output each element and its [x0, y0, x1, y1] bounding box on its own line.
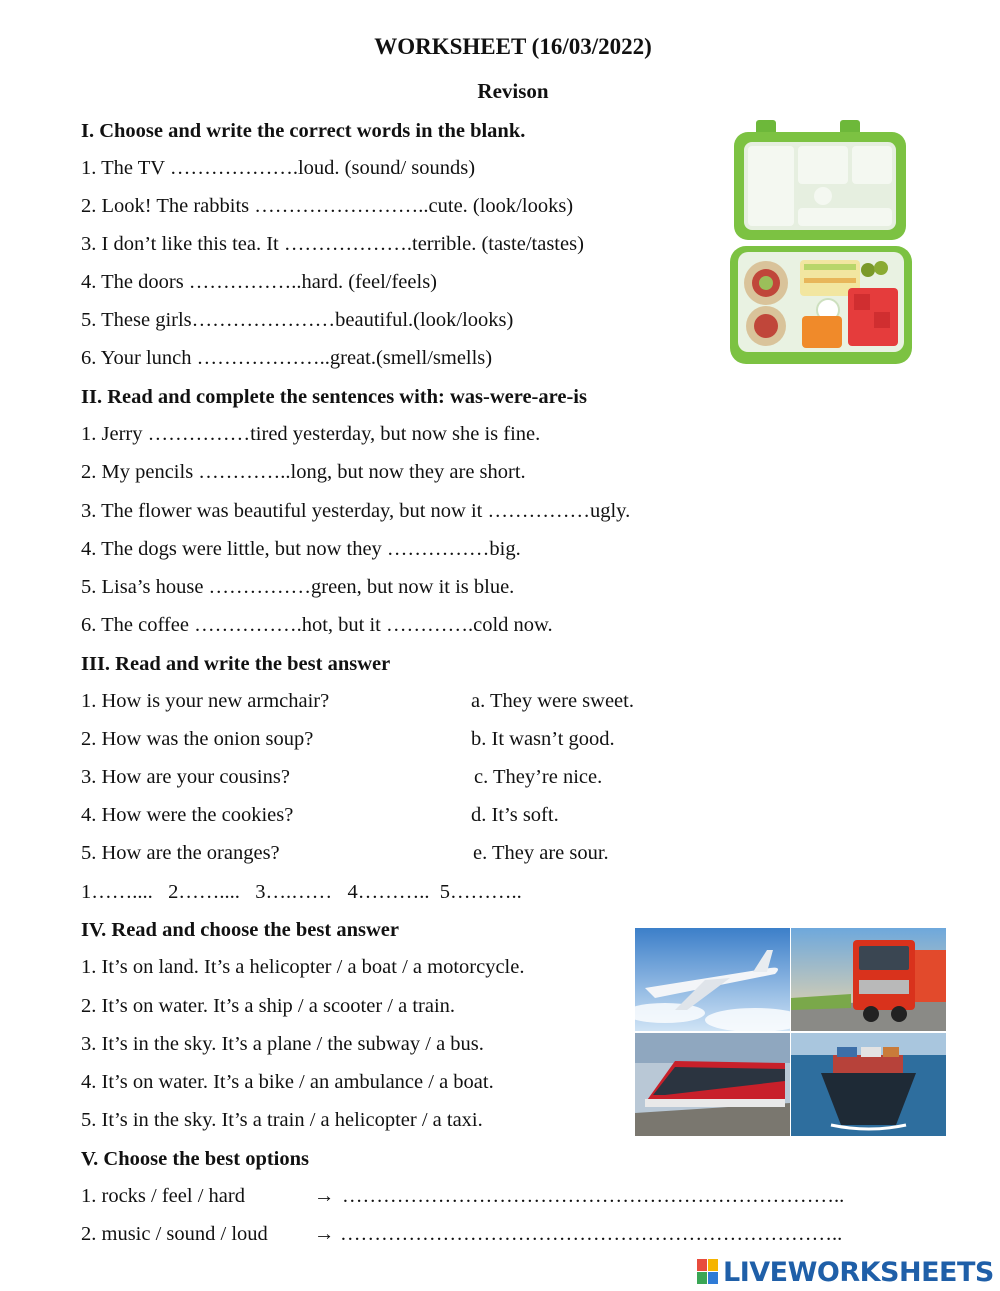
question: 3. How are your cousins? [81, 766, 290, 788]
section-2-item: 4. The dogs were little, but now they ……………big. [81, 538, 521, 560]
section-4-item: 1. It’s on land. It’s a helicopter / a boat / a motorcycle. [81, 956, 525, 978]
liveworksheets-logo [697, 1257, 994, 1287]
ship-image [791, 1033, 946, 1136]
logo-text: LIVEWORKSHEETS [723, 1256, 994, 1288]
section-4-heading: IV. Read and choose the best answer [81, 919, 399, 941]
option-words: 1. rocks / feel / hard [81, 1185, 245, 1207]
question: 5. How are the oranges? [81, 842, 280, 864]
section-1-item: 6. Your lunch ………………..great.(smell/smells) [81, 347, 493, 369]
worksheet-subtitle: Revison [477, 79, 549, 103]
section-2-heading: II. Read and complete the sentences with: was-were-are-is [81, 386, 587, 408]
truck-image [791, 928, 946, 1031]
section-4-item: 4. It’s on water. It’s a bike / an ambulance / a boat. [81, 1071, 494, 1093]
section-1-item: 1. The TV ……………….loud. (sound/ sounds) [81, 157, 476, 179]
answer-option: d. It’s soft. [471, 804, 559, 826]
section-1-item: 5. These girls…………………beautiful.(look/looks) [81, 309, 514, 331]
section-4-item: 5. It’s in the sky. It’s a train / a helicopter / a taxi. [81, 1109, 483, 1131]
transport-images [635, 928, 946, 1136]
section-4-item: 3. It’s in the sky. It’s a plane / the subway / a bus. [81, 1033, 484, 1055]
answer-option: e. They are sour. [473, 842, 609, 864]
lunchbox-image [728, 118, 914, 368]
section-2-item: 6. The coffee …………….hot, but it ………….cold now. [81, 614, 553, 636]
arrow-icon: → [314, 1185, 335, 1207]
answer-option: c. They’re nice. [474, 766, 603, 788]
option-words: 2. music / sound / loud [81, 1223, 268, 1245]
section-2-item: 2. My pencils …………..long, but now they are short. [81, 461, 526, 483]
section-1-heading: I. Choose and write the correct words in the blank. [81, 120, 526, 142]
section-2-item: 3. The flower was beautiful yesterday, but now it ……………ugly. [81, 500, 631, 522]
answer-blanks[interactable]: 1…….... 2…….... 3….…… 4……….. 5……….. [81, 881, 522, 903]
worksheet-title: WORKSHEET (16/03/2022) [374, 34, 652, 59]
question: 2. How was the onion soup? [81, 728, 314, 750]
section-5-heading: V. Choose the best options [81, 1148, 310, 1170]
section-1-item: 4. The doors ……………..hard. (feel/feels) [81, 271, 437, 293]
section-3-heading: III. Read and write the best answer [81, 653, 391, 675]
arrow-icon: → [314, 1223, 335, 1245]
section-1-item: 3. I don’t like this tea. It ……………….terrible. (taste/tastes) [81, 233, 584, 255]
question: 4. How were the cookies? [81, 804, 294, 826]
question: 1. How is your new armchair? [81, 690, 330, 712]
section-2-item: 5. Lisa’s house ……………green, but now it is blue. [81, 576, 515, 598]
section-1-item: 2. Look! The rabbits ……………………..cute. (look/looks) [81, 195, 574, 217]
section-2-item: 1. Jerry ……………tired yesterday, but now she is fine. [81, 423, 541, 445]
logo-cubes-icon [697, 1259, 719, 1285]
airplane-image [635, 928, 790, 1031]
answer-option: a. They were sweet. [471, 690, 634, 712]
section-4-item: 2. It’s on water. It’s a ship / a scooter / a train. [81, 995, 456, 1017]
answer-line[interactable]: ……………………………………………………………….. [340, 1223, 843, 1245]
answer-option: b. It wasn’t good. [471, 728, 615, 750]
train-image [635, 1033, 790, 1136]
answer-line[interactable]: ……………………………………………………………….. [342, 1185, 845, 1207]
